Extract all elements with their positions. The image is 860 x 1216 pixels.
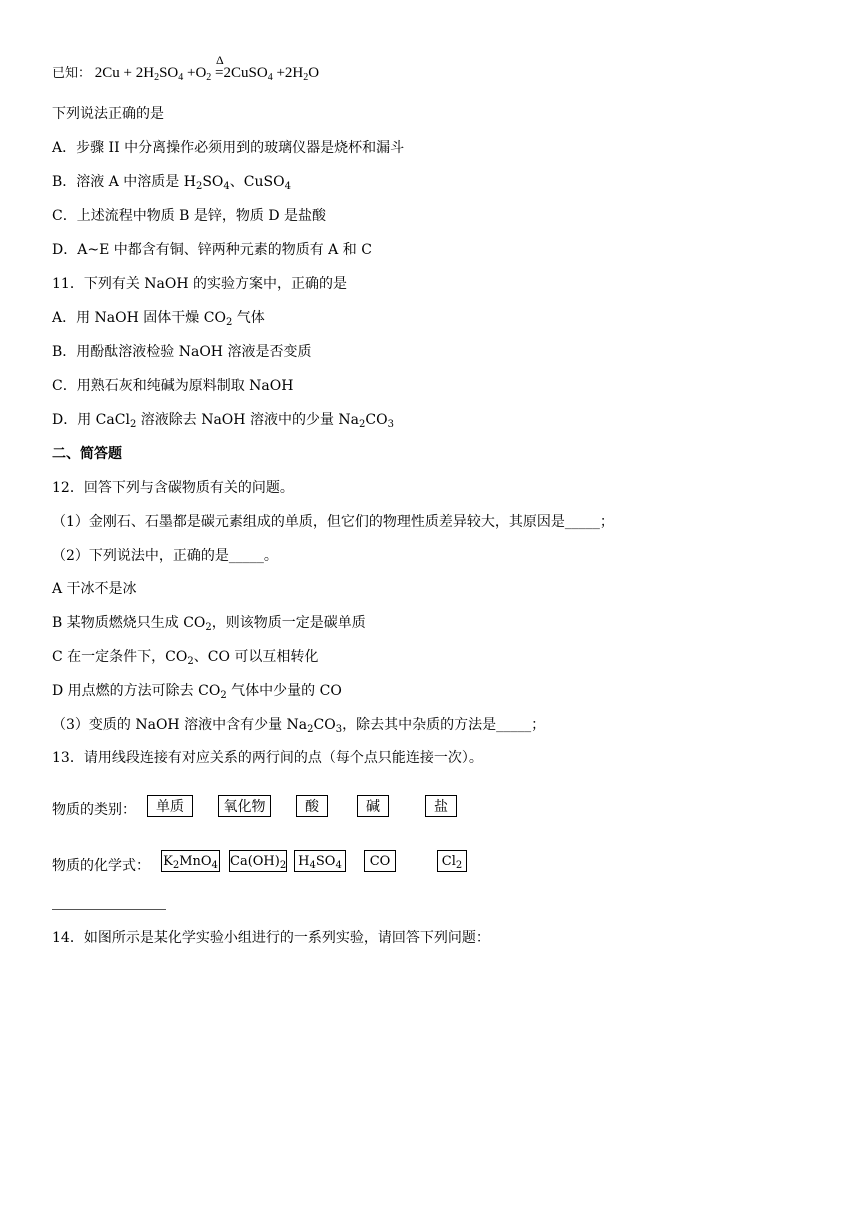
subscript: 2 bbox=[187, 656, 194, 667]
q11-option-b: B．用酚酞溶液检验 NaOH 溶液是否变质 bbox=[52, 344, 312, 360]
formula-box-cl2 bbox=[437, 850, 467, 872]
category-row-label: 物质的类别： bbox=[52, 802, 136, 818]
q12-option-a: A 干冰不是冰 bbox=[52, 581, 137, 597]
text: CO bbox=[365, 412, 388, 428]
formula-box-caoh2 bbox=[229, 850, 287, 872]
footnote-divider bbox=[52, 909, 166, 910]
category-box-oxide: 氧化物 bbox=[218, 795, 271, 817]
eq-lhs-b: SO bbox=[159, 65, 179, 81]
eq-rhs-b: +2H bbox=[272, 65, 304, 81]
subscript: 2 bbox=[172, 860, 180, 871]
formula-box-co bbox=[364, 850, 396, 872]
equation-lhs bbox=[95, 65, 215, 81]
q12-part1: （1）金刚石、石墨都是碳元素组成的单质，但它们的物理性质差异较大，其原因是_____； bbox=[52, 514, 614, 530]
q10-stem: 下列说法正确的是 bbox=[52, 106, 164, 122]
eq-rhs-c: O bbox=[308, 65, 320, 81]
subscript: 4 bbox=[309, 860, 316, 871]
text: K bbox=[163, 854, 173, 869]
eq-sub: 4 bbox=[267, 72, 273, 83]
text: ，则该物质一定是碳单质 bbox=[211, 615, 366, 631]
q11-option-c: C．用熟石灰和纯碱为原料制取 NaOH bbox=[52, 378, 294, 394]
q12-option-d bbox=[52, 682, 342, 700]
text: D 用点燃的方法可除去 CO bbox=[52, 683, 221, 699]
text: SO bbox=[202, 174, 224, 190]
text: C 在一定条件下，CO bbox=[52, 649, 188, 665]
subscript: 4 bbox=[284, 181, 291, 192]
text: 溶液除去 NaOH 溶液中的少量 Na bbox=[136, 412, 359, 428]
q12-stem: 12．回答下列与含碳物质有关的问题。 bbox=[52, 480, 294, 496]
given-prefix: 已知： bbox=[52, 66, 92, 81]
subscript: 2 bbox=[195, 181, 203, 192]
formula-box-h4so4 bbox=[294, 850, 346, 872]
q10-option-a: A．步骤 II 中分离操作必须用到的玻璃仪器是烧杯和漏斗 bbox=[52, 140, 405, 156]
text: 、CuSO bbox=[229, 174, 285, 190]
heat-symbol: Δ bbox=[216, 53, 224, 67]
q12-option-c bbox=[52, 648, 318, 666]
text: 、CO 可以互相转化 bbox=[193, 649, 319, 665]
eq-lhs-a: 2Cu + 2H bbox=[94, 65, 155, 81]
subscript: 4 bbox=[223, 181, 230, 192]
subscript: 2 bbox=[225, 317, 233, 328]
subscript: 2 bbox=[455, 860, 463, 871]
text: 气体中少量的 CO bbox=[226, 683, 342, 699]
text: B．溶液 A 中溶质是 H bbox=[52, 174, 196, 190]
q12-option-b bbox=[52, 614, 366, 632]
text: ，除去其中杂质的方法是_____； bbox=[342, 717, 546, 733]
text: SO bbox=[315, 854, 336, 869]
text: Ca(OH) bbox=[230, 854, 280, 869]
category-box-element: 单质 bbox=[147, 795, 193, 817]
text: 气体 bbox=[232, 310, 265, 326]
text: CO bbox=[369, 854, 391, 869]
q11-option-d bbox=[52, 411, 394, 429]
text: D．用 CaCl bbox=[52, 412, 130, 428]
subscript: 2 bbox=[220, 690, 227, 701]
subscript: 2 bbox=[359, 419, 366, 430]
q12-part3 bbox=[52, 716, 545, 734]
reaction-condition bbox=[215, 53, 224, 82]
q10-option-d: D．A~E 中都含有铜、锌两种元素的物质有 A 和 C bbox=[52, 242, 372, 258]
text: （3）变质的 NaOH 溶液中含有少量 Na bbox=[52, 717, 308, 733]
eq-sub: 2 bbox=[303, 72, 309, 83]
equals-sign: = bbox=[215, 65, 224, 81]
subscript: 2 bbox=[307, 724, 314, 735]
category-box-acid: 酸 bbox=[296, 795, 328, 817]
q14-stem: 14．如图所示是某化学实验小组进行的一系列实验，请回答下列问题： bbox=[52, 930, 490, 946]
text: H bbox=[298, 854, 310, 869]
subscript: 2 bbox=[205, 622, 212, 633]
eq-sub: 2 bbox=[206, 72, 212, 83]
subscript: 3 bbox=[335, 724, 343, 735]
eq-sub: 2 bbox=[154, 72, 160, 83]
subscript: 4 bbox=[335, 860, 342, 871]
eq-sub: 4 bbox=[178, 72, 184, 83]
text: CO bbox=[313, 717, 336, 733]
q11-option-a bbox=[52, 309, 265, 327]
q10-option-b bbox=[52, 173, 291, 191]
given-equation bbox=[52, 53, 320, 83]
eq-lhs-c: +O bbox=[183, 65, 207, 81]
q10-option-c: C．上述流程中物质 B 是锌，物质 D 是盐酸 bbox=[52, 208, 327, 224]
formula-row-label: 物质的化学式： bbox=[52, 858, 150, 874]
formula-box-k2mno4 bbox=[161, 850, 220, 872]
eq-rhs-a: 2CuSO bbox=[223, 65, 268, 81]
category-box-base: 碱 bbox=[357, 795, 389, 817]
text: Cl bbox=[441, 854, 456, 869]
text: B 某物质燃烧只生成 CO bbox=[52, 615, 206, 631]
equation-rhs bbox=[224, 65, 320, 81]
q12-part2: （2）下列说法中，正确的是_____。 bbox=[52, 548, 278, 564]
q11-stem: 11．下列有关 NaOH 的实验方案中，正确的是 bbox=[52, 276, 347, 292]
text: A．用 NaOH 固体干燥 CO bbox=[52, 310, 226, 326]
subscript: 2 bbox=[129, 419, 137, 430]
text: MnO bbox=[179, 854, 212, 869]
q13-stem: 13．请用线段连接有对应关系的两行间的点（每个点只能连接一次）。 bbox=[52, 750, 483, 766]
subscript: 4 bbox=[211, 860, 218, 871]
subscript: 3 bbox=[387, 419, 394, 430]
subscript: 2 bbox=[279, 860, 287, 871]
category-box-salt: 盐 bbox=[425, 795, 457, 817]
section-heading: 二、简答题 bbox=[52, 446, 122, 462]
